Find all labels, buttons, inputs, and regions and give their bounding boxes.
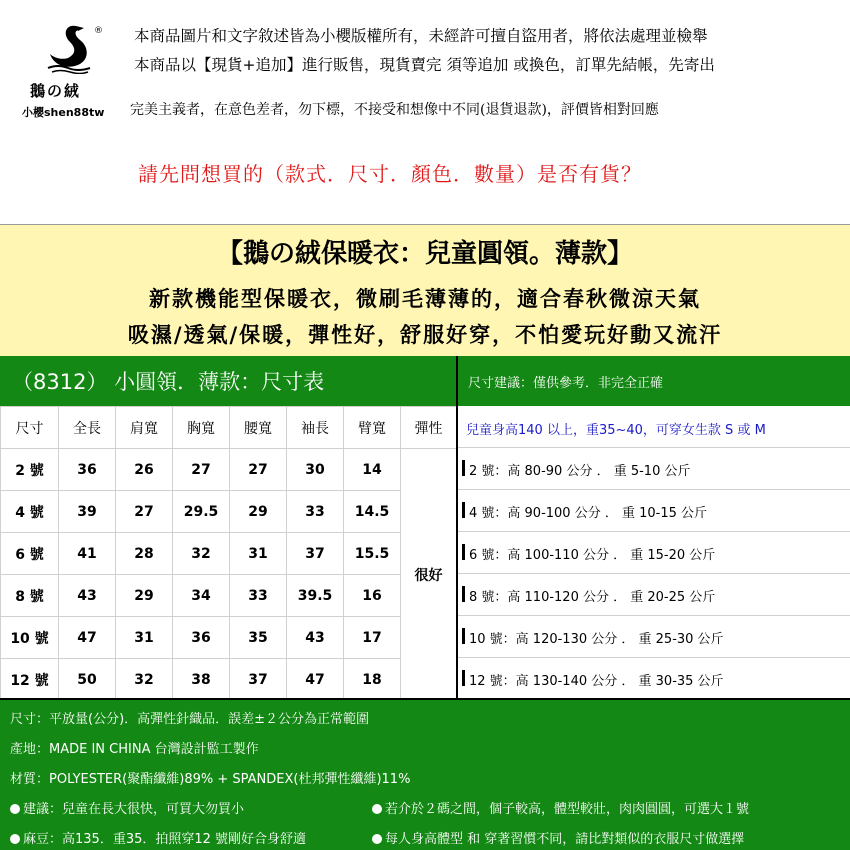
table-cell: 8 號 xyxy=(1,575,59,617)
product-title: 【鵝の絨保暖衣：兒童圓領。薄款】 xyxy=(216,239,633,269)
bullet-dot-icon xyxy=(10,834,20,844)
table-row xyxy=(1,659,457,701)
table-cell: 34 xyxy=(173,575,230,617)
table-cell: 4 號 xyxy=(1,491,59,533)
stock-inquiry-notice: 請先問想買的（款式．尺寸．顏色．數量）是否有貨？ xyxy=(138,162,642,186)
table-cell: 16 xyxy=(344,575,401,617)
table-row xyxy=(1,617,457,659)
table-cell: 15.5 xyxy=(344,533,401,575)
table-cell: 37 xyxy=(287,533,344,575)
bullet-bar-icon xyxy=(462,628,465,644)
advice-text: 每人身高體型 和 穿著習慣不同，請比對類似的衣服尺寸做選擇 xyxy=(385,832,745,847)
table-cell: 43 xyxy=(287,617,344,659)
bullet-dot-icon xyxy=(10,804,20,814)
advice-note-1 xyxy=(10,798,244,817)
size-suggestions xyxy=(456,406,850,700)
table-cell: 29.5 xyxy=(173,491,230,533)
copyright-notice: 本商品圖片和文字敘述皆為小櫻版權所有，未經許可擅自盜用者，將依法處理並檢舉 xyxy=(134,27,708,45)
table-cell: 14 xyxy=(344,449,401,491)
table-cell: 33 xyxy=(287,491,344,533)
suggestion-text: 12 號：高 130-140 公分 ． 重 30-35 公斤 xyxy=(469,674,724,689)
table-cell: 29 xyxy=(116,575,173,617)
table-cell: 36 xyxy=(59,449,116,491)
origin-note: 產地：MADE IN CHINA 台灣設計監工製作 xyxy=(10,742,259,757)
table-cell: 27 xyxy=(173,449,230,491)
bullet-dot-icon xyxy=(372,804,382,814)
size-table-header xyxy=(1,407,457,449)
table-row xyxy=(1,491,457,533)
table-cell: 30 xyxy=(287,449,344,491)
table-cell: 27 xyxy=(230,449,287,491)
table-cell: 50 xyxy=(59,659,116,701)
product-footer xyxy=(0,698,850,850)
older-child-tip: 兒童身高140 以上，重35~40，可穿女生款 S 或 M xyxy=(458,406,850,448)
elasticity-cell: 很好 xyxy=(401,449,457,701)
advice-note-2 xyxy=(372,798,749,817)
size-measure-note: 尺寸：平放量(公分)．高彈性針織品．誤差±２公分為正常範圍 xyxy=(10,712,370,727)
suggestion-text: 2 號：高 80-90 公分 ． 重 5-10 公斤 xyxy=(469,464,691,479)
product-description-2: 吸濕/透氣/保暖，彈性好，舒服好穿，不怕愛玩好動又流汗 xyxy=(127,322,723,347)
table-row xyxy=(1,533,457,575)
table-cell: 33 xyxy=(230,575,287,617)
table-cell: 12 號 xyxy=(1,659,59,701)
table-cell: 35 xyxy=(230,617,287,659)
table-cell: 32 xyxy=(173,533,230,575)
table-cell: 47 xyxy=(287,659,344,701)
suggestion-text: 10 號：高 120-130 公分 ． 重 25-30 公斤 xyxy=(469,632,724,647)
table-cell: 41 xyxy=(59,533,116,575)
bullet-bar-icon xyxy=(462,586,465,602)
table-cell: 18 xyxy=(344,659,401,701)
model-note xyxy=(10,828,306,847)
table-cell: 14.5 xyxy=(344,491,401,533)
table-cell: 38 xyxy=(173,659,230,701)
sales-notice: 本商品以【現貨+追加】進行販售，現貨賣完 須等追加 或換色，訂單先結帳，先寄出 xyxy=(134,56,715,74)
list-item xyxy=(458,490,850,532)
suggestion-text: 8 號：高 110-120 公分 ． 重 20-25 公斤 xyxy=(469,590,716,605)
table-cell: 6 號 xyxy=(1,533,59,575)
list-item xyxy=(458,532,850,574)
suggestion-text: 4 號：高 90-100 公分 ． 重 10-15 公斤 xyxy=(469,506,708,521)
size-chart-heading: （8312） 小圓領．薄款：尺寸表 xyxy=(0,356,456,406)
table-cell: 43 xyxy=(59,575,116,617)
product-banner xyxy=(0,224,850,356)
column-header: 胸寬 xyxy=(173,407,230,449)
column-header: 肩寬 xyxy=(116,407,173,449)
registered-mark: ® xyxy=(94,26,103,36)
advice-note-3 xyxy=(372,828,744,847)
table-cell: 28 xyxy=(116,533,173,575)
table-cell: 10 號 xyxy=(1,617,59,659)
column-header: 彈性 xyxy=(401,407,457,449)
bullet-dot-icon xyxy=(372,834,382,844)
table-cell: 39 xyxy=(59,491,116,533)
table-row xyxy=(1,449,457,491)
list-item xyxy=(458,658,850,700)
advice-text: 若介於２碼之間，個子較高，體型較壯，肉肉圓圓，可選大１號 xyxy=(385,802,750,817)
column-header: 袖長 xyxy=(287,407,344,449)
bullet-bar-icon xyxy=(462,670,465,686)
list-item xyxy=(458,616,850,658)
table-cell: 47 xyxy=(59,617,116,659)
brand-name: 鵝の絨 xyxy=(30,82,82,100)
advice-text: 建議：兒童在長大很快，可買大勿買小 xyxy=(23,802,245,817)
table-cell: 17 xyxy=(344,617,401,659)
perfectionist-notice: 完美主義者，在意色差者，勿下標，不接受和想像中不同(退貨退款)，評價皆相對回應 xyxy=(130,102,659,118)
list-item xyxy=(458,448,850,490)
brand-shop-name: 小櫻shen88tw xyxy=(22,106,105,119)
material-note: 材質：POLYESTER(聚酯纖維)89% + SPANDEX(杜邦彈性纖維)11% xyxy=(10,772,411,787)
table-cell: 36 xyxy=(173,617,230,659)
column-header: 尺寸 xyxy=(1,407,59,449)
table-cell: 31 xyxy=(230,533,287,575)
product-description-1: 新款機能型保暖衣，微刷毛薄薄的，適合春秋微涼天氣 xyxy=(149,286,701,311)
table-cell: 32 xyxy=(116,659,173,701)
suggestion-text: 6 號：高 100-110 公分 ． 重 15-20 公斤 xyxy=(469,548,716,563)
size-advice-heading: 尺寸建議：僅供參考．非完全正確 xyxy=(456,356,850,406)
table-cell: 37 xyxy=(230,659,287,701)
table-cell: 26 xyxy=(116,449,173,491)
brand-logo xyxy=(18,22,122,122)
size-table xyxy=(0,406,457,701)
table-cell: 29 xyxy=(230,491,287,533)
column-header: 腰寬 xyxy=(230,407,287,449)
table-cell: 39.5 xyxy=(287,575,344,617)
column-header: 臂寬 xyxy=(344,407,401,449)
bullet-bar-icon xyxy=(462,502,465,518)
table-row xyxy=(1,575,457,617)
table-cell: 27 xyxy=(116,491,173,533)
bullet-bar-icon xyxy=(462,460,465,476)
column-header: 全長 xyxy=(59,407,116,449)
list-item xyxy=(458,574,850,616)
table-cell: 2 號 xyxy=(1,449,59,491)
bullet-bar-icon xyxy=(462,544,465,560)
swan-icon xyxy=(46,22,94,74)
table-cell: 31 xyxy=(116,617,173,659)
model-text: 麻豆：高135．重35．拍照穿12 號剛好合身舒適 xyxy=(23,832,307,847)
